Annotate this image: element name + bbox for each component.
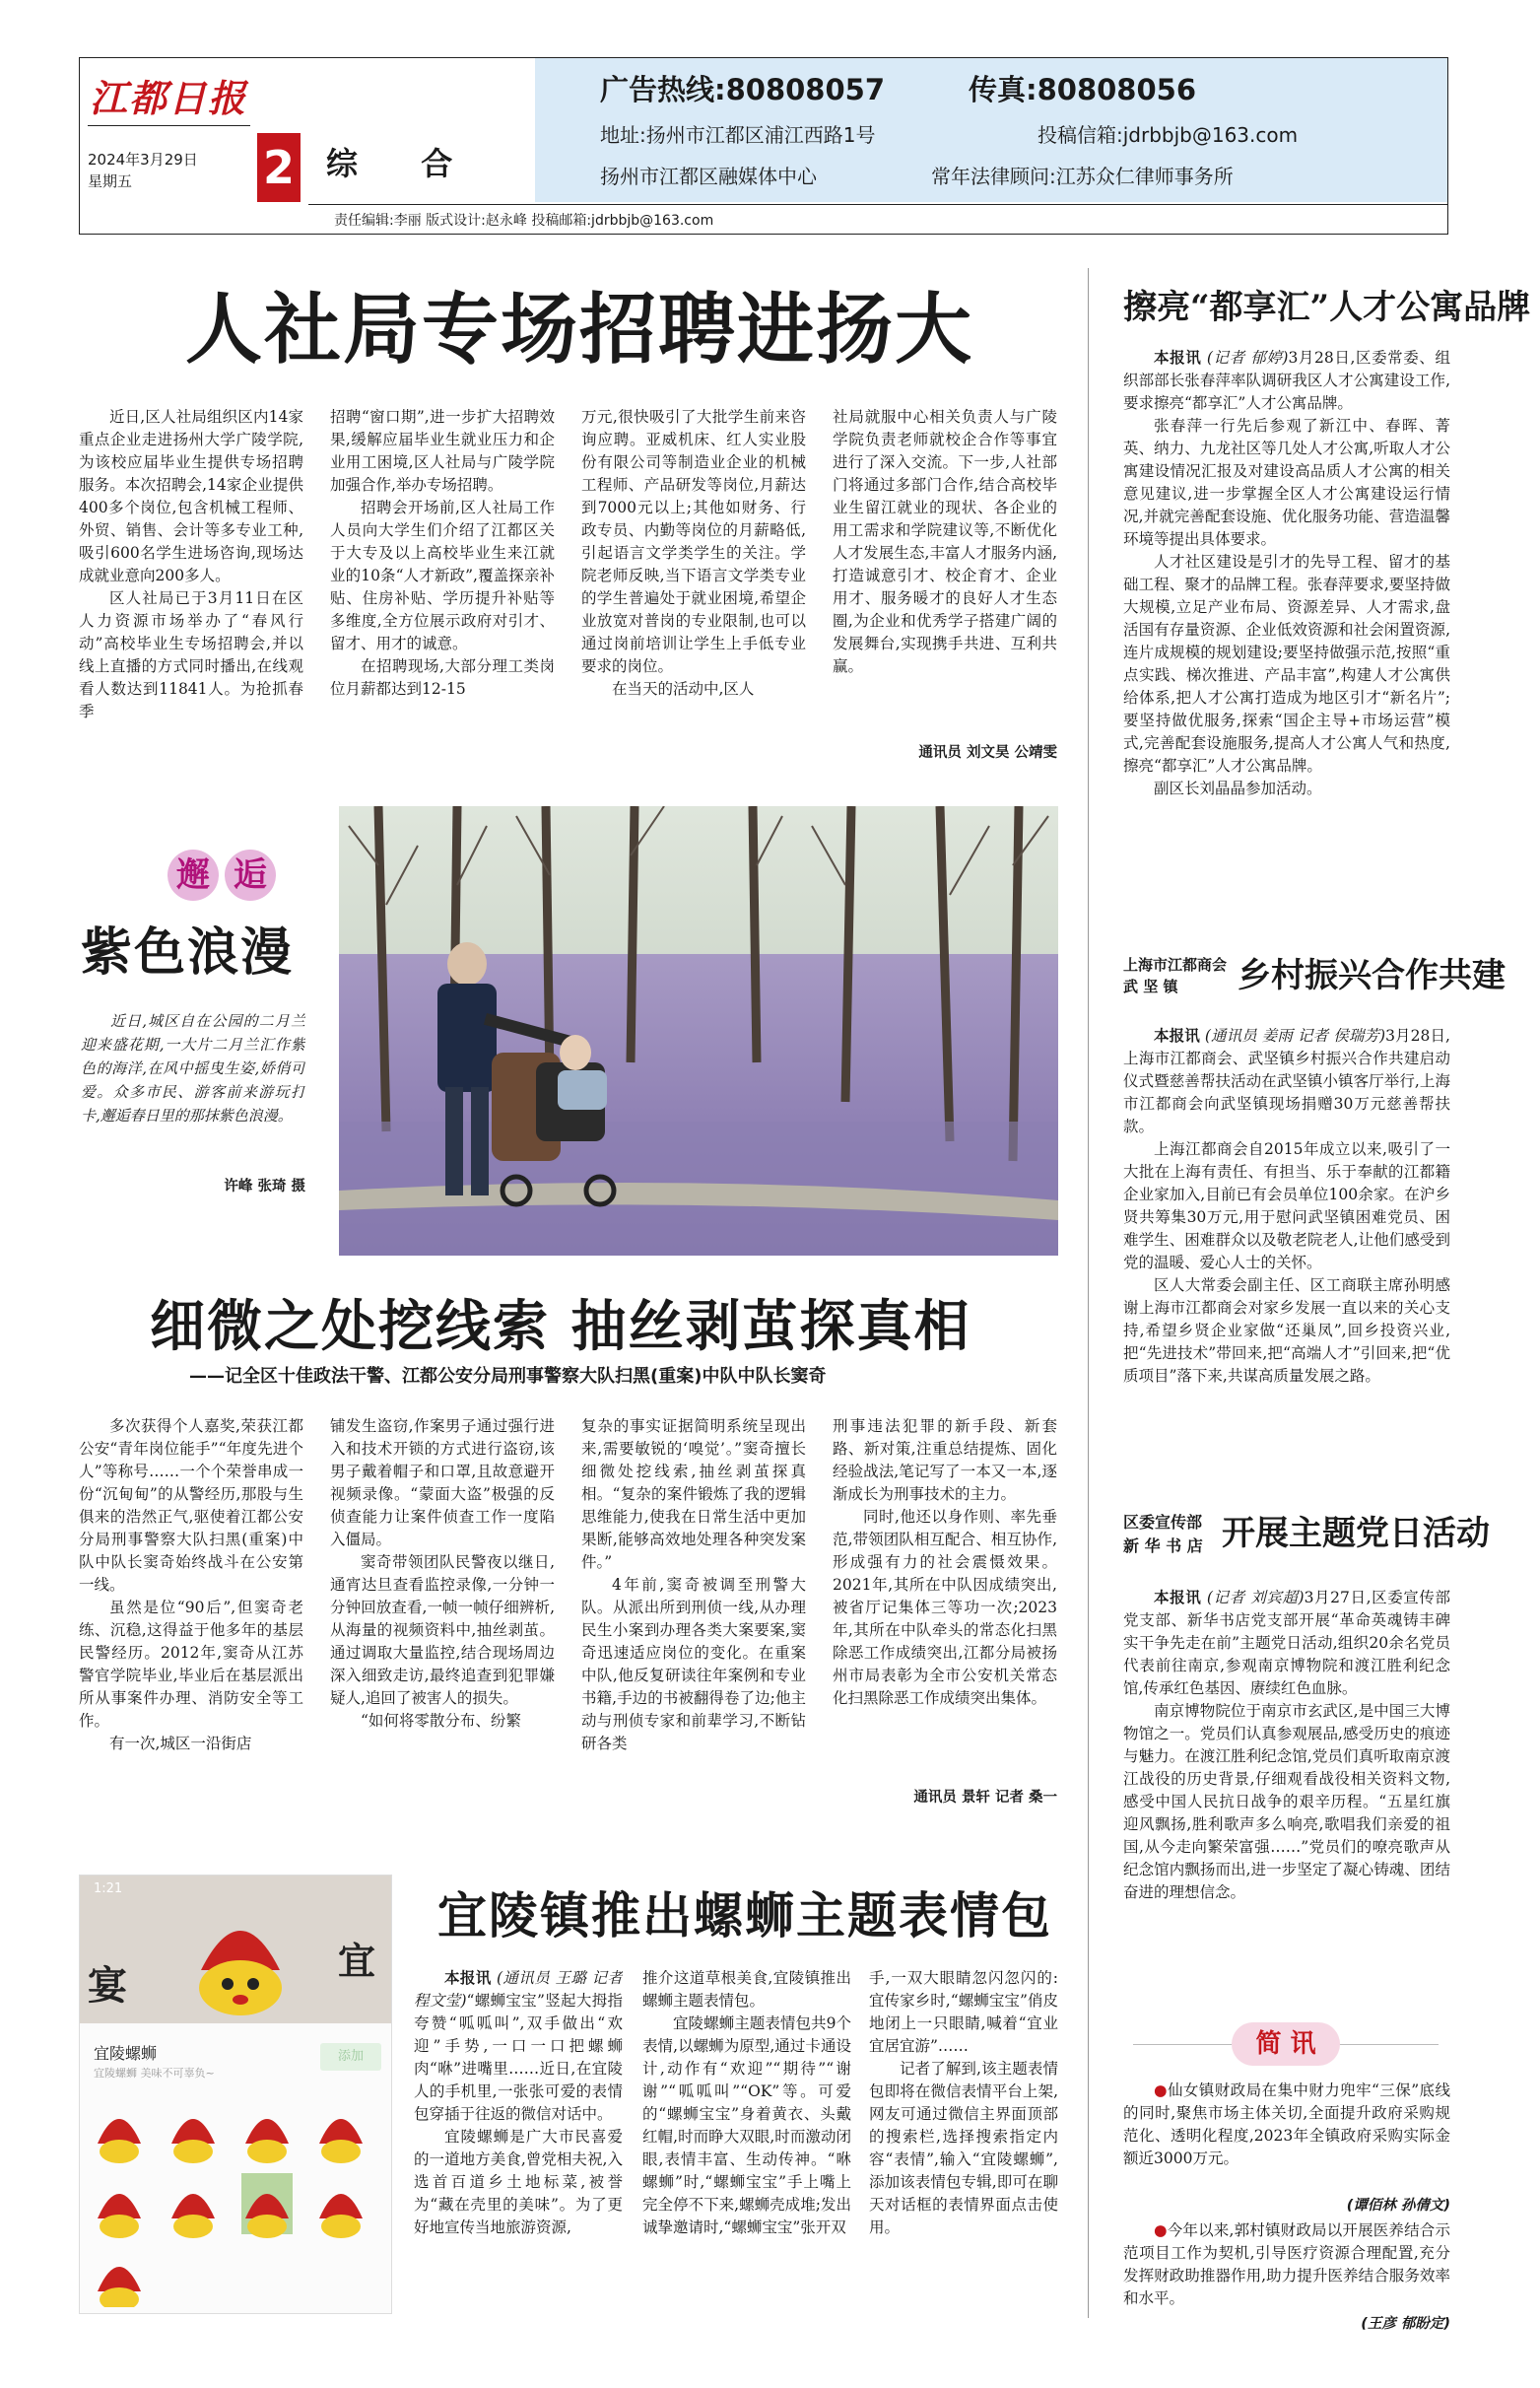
side3-body: 本报讯 (记者 刘宾超)3月27日,区委宣传部党支部、新华书店党支部开展“革命英魂铸丰碑 实干争先走在前”主题党日活动,组织20余名党员代表前往南京,参观南京博物院和渡江胜利纪念馆,传承红色基因、赓续红色血脉。 南京博物院位于南京市玄武区,是中国三大博物馆之一。党员们认真参观展品,感受历史的痕迹与魅力。在渡江胜利纪念馆,党员们真听取南京渡江战役的历史背景,仔细观看战役相关资料文物,感受中国人民抗日战争的艰辛历程。“五星红旗迎风飘扬,胜利歌声多么响亮,歌唱我们亲爱的祖国,从今走向繁荣富强……”党员们的嘹亮歌声从纪念馆内飘扬而出,进一步坚定了凝心铸魂、团结奋进的理想信念。 [1123, 1589, 1450, 1901]
article3-col3: 手,一双大眼睛忽闪忽闪的:宜传家乡时,“螺蛳宝宝”俏皮地闭上一只眼睛,喊着“宜业宜居宜游”…… 记者了解到,该主题表情包即将在微信表情平台上架,网友可通过微信主界面顶部的搜索栏,选择搜索指定内容“表情”,输入“宜陵螺蛳”,添加该表情包专辑,即可在聊天对话框的表情界面点击使用。 [869, 1969, 1058, 2236]
side3-kicker-2: 新 华 书 店 [1123, 1536, 1203, 1555]
brief-item-1-credit: (谭佰林 孙倩文) [1346, 2198, 1450, 2214]
article3-col2: 推介这道草根美食,宜陵镇推出螺蛳主题表情包。 宜陵螺蛳主题表情包共9个表情,以螺蛳为原型,通过卡通设计,动作有“欢迎”“期待”“谢谢”“呱呱叫”“OK”等。可爱的“螺蛳宝宝”身着黄衣、头戴红帽,时而睁大双眼,时而激动闭眼,表情丰富、生动传神。“咻螺蛳”时,“螺蛳宝宝”手上嘴上完全停不下来,螺蛳壳成堆;发出诚挚邀请时,“螺蛳宝宝”张开双 [642, 1969, 851, 2236]
masthead [79, 57, 1448, 235]
sticker-grid [90, 2094, 385, 2307]
ad-hotline: 广告热线:80808057 [600, 73, 886, 106]
sticker-pack-desc: 宜陵螺蛳 美味不可辜负~ [94, 2067, 215, 2080]
add-sticker-button[interactable]: 添加 [320, 2043, 381, 2071]
brief-title: 简 讯 [1232, 2022, 1340, 2066]
side2-headline: 乡村振兴合作共建 [1238, 956, 1506, 995]
snail-mascot [186, 1901, 295, 2019]
article1-col4: 社局就服中心相关负责人与广陵学院负责老师就校企合作等事宜进行了深入交流。下一步,人社部门将通过多部门合作,结合高校毕业生留江就业的现状、各企业的用工需求和学院建议等,不断优化人才发展生态,丰富人才服务内涵,打造诚意引才、校企育才、企业用才、服务暖才的良好人才生态圈,为企业和优秀学子搭建广阔的发展舞台,实现携手共进、互利共赢。 [833, 408, 1057, 675]
article2-col4: 刑事违法犯罪的新手段、新套路、新对策,注重总结提炼、固化经验战法,笔记写了一本又一本,逐渐成长为刑事技术的主力。 同时,他还以身作则、率先垂范,带领团队相互配合、相互协作,形成强有力的社会震慑效果。2021年,其所在中队因成绩突出,被省厅记集体三等功一次;2023年,其所在中队牵头的常态化扫黑除恶工作成绩突出,江都分局被扬州市局表彰为全市公安机关常态化扫黑除恶工作成绩突出集体。 [833, 1417, 1057, 1707]
side2-body: 本报讯 (通讯员 姜雨 记者 侯瑞芳)3月28日,上海市江都商会、武坚镇乡村振兴合作共建启动仪式暨慈善帮扶活动在武坚镇小镇客厅举行,上海市江都商会向武坚镇现场捐赠30万元慈善帮扶款。 上海江都商会自2015年成立以来,吸引了一大批在上海有责任、有担当、乐于奉献的江都籍企业家加入,目前已有会员单位100余家。在沪乡贤共筹集30万元,用于慰问武坚镇困难党员、困难学生、困难群众以及敬老院老人,让他们感受到党的温暖、爱心人士的关怀。 区人大常委会副主任、区工商联主席孙明感谢上海市江都商会对家乡发展一直以来的关心支持,希望乡贤企业家做“还巢凤”,回乡投资兴业,把“先进技术”带回来,把“高端人才”引回来,把“优质项目”落下来,共谋高质量发展之路。 [1123, 1027, 1450, 1385]
media-center: 扬州市江都区融媒体中心 [600, 165, 817, 188]
masthead-logo: 江都日报 [90, 76, 248, 120]
feature-title: 紫色浪漫 [81, 922, 295, 983]
feature-caption: 近日,城区自在公园的二月兰迎来盛花期,一大片二月兰汇作紫色的海洋,在风中摇曳生姿,娇俏可爱。众多市民、游客前来游玩打卡,邂逅春日里的那抹紫色浪漫。 [81, 1012, 305, 1125]
sticker-text-left: 宴 [88, 1962, 127, 2009]
sticker-banner [80, 1876, 392, 2023]
article3-headline: 宜陵镇推出螺蛳主题表情包 [437, 1886, 1052, 1945]
side1-headline: 擦亮“都享汇”人才公寓品牌 [1123, 288, 1531, 327]
side1-body: 本报讯 (记者 郁婷)3月28日,区委常委、组织部部长张春萍率队调研我区人才公寓建设工作,要求擦亮“都享汇”人才公寓品牌。 张春萍一行先后参观了新江中、春晖、菁英、纳力、九龙社区等几处人才公寓,听取人才公寓建设情况汇报及对建设高品质人才公寓的相关意见建议,进一步掌握全区人才公寓建设运行情况,并就完善配套设施、优化服务功能、营造温馨环境等提出具体要求。 人才社区建设是引才的先导工程、留才的基础工程、聚才的品牌工程。张春萍要求,要坚持做大规模,立足产业布局、资源差异、人才需求,盘活国有存量资源、企业低效资源和社会闲置资源,连片成规模的规划建设;要坚持做强示范,按照“重点实践、梯次推进、产品丰富”,构建人才公寓供给体系,把人才公寓打造成为地区引才“新名片”;要坚持做优服务,探索“国企主导+市场运营”模式,完善配套设施服务,提高人才公寓人气和热度,擦亮“都享汇”人才公寓品牌。 副区长刘晶晶参加活动。 [1123, 349, 1450, 797]
feature-badge-1: 邂 [167, 850, 219, 901]
article2-headline: 细微之处挖线索 抽丝剥茧探真相 [150, 1294, 971, 1359]
brief-item-1: ●仙女镇财政局在集中财力兜牢“三保”底线的同时,聚焦市场主体关切,全面提升政府采购规范化、透明化程度,2023年全镇政府采购实际金额近3000万元。 [1123, 2081, 1450, 2167]
side2-kicker-1: 上海市江都商会 [1123, 956, 1228, 974]
side2-kicker-2: 武 坚 镇 [1123, 978, 1178, 995]
article1-col1: 近日,区人社局组织区内14家重点企业走进扬州大学广陵学院,为该校应届毕业生提供专场招聘服务。本次招聘会,14家企业提供400多个岗位,包含机械工程师、外贸、销售、会计等多专业工种,吸引600名学生进场咨询,现场达成就业意向200多人。 区人社局已于3月11日在区人力资源市场举办了“春风行动”高校毕业生专场招聘会,并以线上直播的方式同时播出,在线观看人数达到11841人。为抢抓春季 [79, 408, 303, 720]
article1-credit: 通讯员 刘文昊 公靖雯 [918, 745, 1057, 761]
fax: 传真:80808056 [969, 73, 1197, 106]
feature-credit: 许峰 张琦 摄 [224, 1179, 305, 1194]
brief-item-2: ●今年以来,郭村镇财政局以开展医养结合示范项目工作为契机,引导医疗资源合理配置,充分发挥财政助推器作用,助力提升医养结合服务效率和水平。 [1123, 2221, 1450, 2307]
brief-item-2-credit: (王彦 郁盼定) [1361, 2316, 1450, 2332]
article1-col2: 招聘“窗口期”,进一步扩大招聘效果,缓解应届毕业生就业压力和企业用工困境,区人社局与广陵学院加强合作,举办专场招聘。 招聘会开场前,区人社局工作人员向大学生们介绍了江都区关于大专及以上高校毕业生来江就业的10条“人才新政”,覆盖探亲补贴、住房补贴、学历提升补贴等多维度,全方位展示政府对引才、留才、用才的诚意。 在招聘现场,大部分理工类岗位月薪都达到12-15 [330, 408, 555, 698]
page-number: 2 [257, 133, 301, 202]
article1-col3: 万元,很快吸引了大批学生前来咨询应聘。亚威机床、红人实业股份有限公司等制造业企业的机械工程师、产品研发等岗位,月薪达到7000元以上;其他如财务、行政专员、内勤等岗位的月薪略低,引起语言文学类学生的关注。学院老师反映,当下语言文学类专业的学生普遍处于就业困境,希望企业放宽对普岗的专业限制,也可以通过岗前培训让学生上手低专业要求的岗位。 在当天的活动中,区人 [581, 408, 806, 698]
section-name: 综 合 [326, 145, 467, 182]
sticker-phone-screenshot [79, 1875, 392, 2314]
contribution-email: 投稿信箱:jdrbbjb@163.com [1038, 123, 1299, 147]
article1-headline: 人社局专场招聘进扬大 [185, 285, 974, 375]
article2-credit: 通讯员 景轩 记者 桑一 [913, 1790, 1057, 1806]
editor-credits: 责任编辑:李丽 版式设计:赵永峰 投稿邮箱:jdrbbjb@163.com [334, 213, 714, 229]
article2-col2: 铺发生盗窃,作案男子通过强行进入和技术开锁的方式进行盗窃,该男子戴着帽子和口罩,且故意避开视频录像。“蒙面大盗”极强的反侦查能力让案件侦查工作一度陷入僵局。 窦奇带领团队民警夜以继日,通宵达旦查看监控录像,一分钟一分钟回放查看,一帧一帧仔细辨析,从海量的视频资料中,抽丝剥茧。通过调取大量监控,结合现场周边深入细致走访,最终追查到犯罪嫌疑人,追回了被害人的损失。 “如何将零散分布、纷繁 [330, 1417, 555, 1730]
address: 地址:扬州市江都区浦江西路1号 [600, 123, 876, 147]
right-column-divider [1088, 268, 1089, 2318]
phone-time: 1:21 [94, 1881, 123, 1896]
feature-badge-2: 逅 [225, 850, 276, 901]
bullet-icon: ● [1154, 2081, 1168, 2099]
bullet-icon: ● [1154, 2221, 1168, 2239]
side3-headline: 开展主题党日活动 [1222, 1514, 1490, 1553]
side3-kicker-1: 区委宣传部 [1123, 1513, 1203, 1532]
issue-weekday: 星期五 [88, 172, 133, 190]
sticker-text-right: 宜 [338, 1939, 376, 1983]
article2-subhead: ——记全区十佳政法干警、江都公安分局刑事警察大队扫黑(重案)中队中队长窦奇 [189, 1366, 827, 1387]
contact-box [535, 58, 1447, 202]
feature-photo [339, 806, 1058, 1256]
issue-date: 2024年3月29日 [88, 151, 198, 169]
article2-col1: 多次获得个人嘉奖,荣获江都公安“青年岗位能手”“年度先进个人”等称号……一个个荣誉串成一份“沉甸甸”的从警经历,那股与生俱来的浩然正气,驱使着江都公安分局刑事警察大队扫黑(重案)中队中队长窦奇始终战斗在公安第一线。 虽然是位“90后”,但窦奇老练、沉稳,这得益于他多年的基层民警经历。2012年,窦奇从江苏警官学院毕业,毕业后在基层派出所从事案件办理、消防安全等工作。 有一次,城区一沿街店 [79, 1417, 303, 1752]
legal-counsel: 常年法律顾问:江苏众仁律师事务所 [931, 165, 1234, 188]
article2-col3: 复杂的事实证据简明系统呈现出来,需要敏锐的‘嗅觉’。”窦奇擅长细微处挖线索,抽丝剥茧探真相。“复杂的案件锻炼了我的逻辑思维能力,使我在日常生活中更加果断,能够高效地处理各种突发案件。” 4年前,窦奇被调至刑警大队。从派出所到刑侦一线,从办理民生小案到办理各类大案要案,窦奇迅速适应岗位的变化。在重案中队,他反复研读往年案例和专业书籍,手边的书被翻得卷了边;他主动与刑侦专家和前辈学习,不断钻研各类 [581, 1417, 806, 1752]
sticker-pack-name: 宜陵螺蛳 [94, 2044, 158, 2063]
article3-col1: 本报讯 (通讯员 王璐 记者 程文莹)“螺蛳宝宝”竖起大拇指夸赞“呱呱叫”,双手做出“欢迎”手势,一口一口把螺蛳肉“咻”进嘴里……近日,在宜陵人的手机里,一张张可爱的表情包穿插于往返的微信对话中。 宜陵螺蛳是广大市民喜爱的一道地方美食,曾党相夫祝,入选首百道乡土地标菜,被誉为“藏在壳里的美味”。为了更好地宣传当地旅游资源, [414, 1969, 623, 2236]
